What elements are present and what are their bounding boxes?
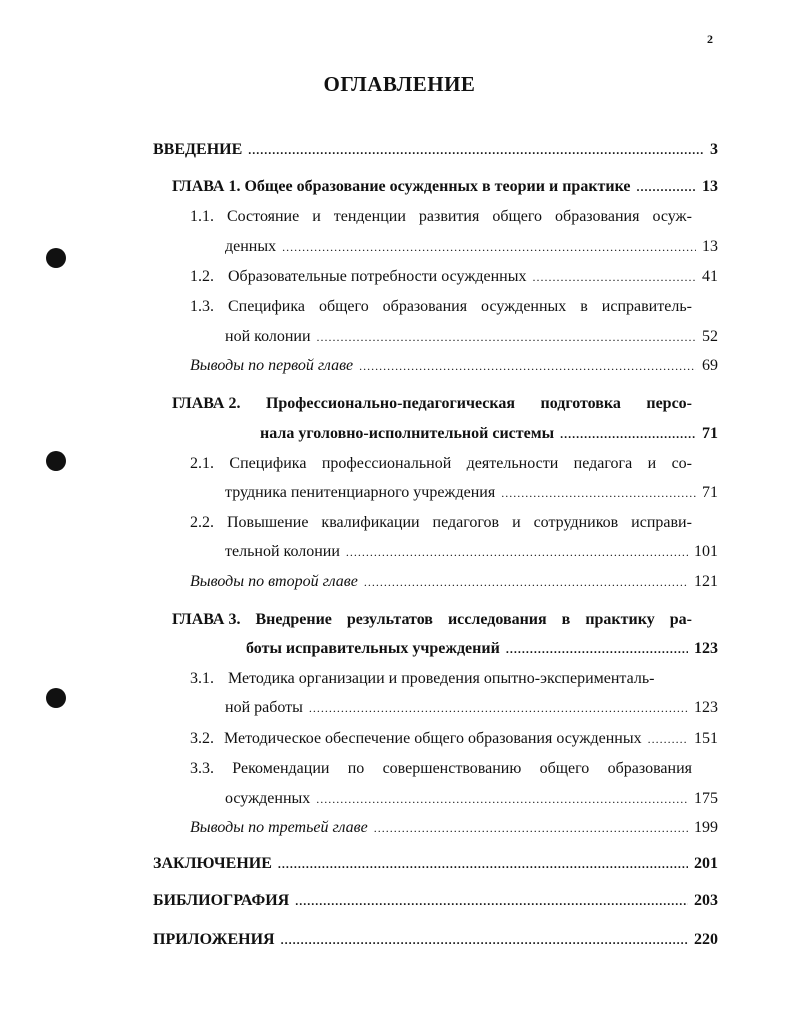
toc-page: 52 (702, 328, 718, 345)
toc-entry-section-1-2[interactable] (190, 266, 718, 288)
toc-label: ной работы (225, 699, 303, 716)
leader-dots (278, 853, 688, 875)
leader-dots (364, 571, 688, 593)
toc-word: Повышение (226, 514, 309, 531)
toc-page: 13 (702, 238, 718, 255)
toc-page: 175 (694, 790, 718, 807)
leader-dots (317, 326, 696, 348)
toc-word: исправитель- (601, 298, 692, 315)
toc-word: совершенствованию (382, 760, 522, 777)
toc-label: БИБЛИОГРАФИЯ (153, 892, 290, 909)
toc-page: 203 (694, 892, 718, 909)
toc-word: персо- (646, 395, 692, 412)
page-title: ОГЛАВЛЕНИЕ (323, 72, 476, 96)
toc-word: сотрудников (533, 514, 619, 531)
toc-line (246, 638, 718, 660)
toc-word: квалификации (321, 514, 420, 531)
toc-entry-intro[interactable] (153, 139, 718, 161)
toc-label: ПРИЛОЖЕНИЯ (153, 931, 275, 948)
toc-word: по (347, 760, 365, 777)
toc-word: образования (382, 298, 468, 315)
binder-hole (46, 451, 66, 471)
leader-dots (501, 482, 696, 504)
leader-dots (282, 236, 696, 258)
toc-line (190, 512, 692, 534)
toc-word: осужденных (481, 298, 567, 315)
toc-label: Методическое обеспечение общего образования осужденных (224, 730, 642, 747)
toc-page: 123 (694, 640, 718, 657)
toc-word: образования (607, 760, 692, 777)
toc-entry-conclusions-1[interactable] (190, 355, 718, 377)
toc-word: ГЛАВА 3. (172, 611, 241, 628)
toc-word: в (580, 298, 588, 315)
toc-word: осуж- (652, 208, 692, 225)
toc-word: исправи- (631, 514, 692, 531)
toc-word: Профессионально-педагогическая (265, 395, 516, 412)
toc-word: ра- (669, 611, 692, 628)
leader-dots (359, 355, 696, 377)
toc-word: в (561, 611, 571, 628)
toc-word: ГЛАВА 2. (172, 395, 241, 412)
toc-label: нала уголовно-исполнительной системы (260, 425, 555, 442)
toc-number: 1.2. (190, 268, 214, 285)
toc-number: 2.2. (190, 514, 214, 531)
toc-number: 3.3. (190, 760, 214, 777)
toc-page: 41 (702, 268, 718, 285)
leader-dots (637, 176, 696, 198)
toc-label: ЗАКЛЮЧЕНИЕ (153, 855, 272, 872)
page-number: 2 (707, 32, 713, 46)
toc-word: Внедрение (255, 611, 332, 628)
toc-word: результатов (346, 611, 433, 628)
toc-label: ВВЕДЕНИЕ (153, 141, 243, 158)
toc-word: Состояние (226, 208, 300, 225)
toc-label: ной колонии (225, 328, 311, 345)
toc-line (260, 423, 718, 445)
toc-word: педагога (573, 455, 633, 472)
toc-word: деятельности (466, 455, 559, 472)
toc-word: Специфика (227, 298, 305, 315)
toc-line (225, 697, 718, 719)
toc-line (225, 541, 718, 563)
toc-number: 1.3. (190, 298, 214, 315)
toc-label: Выводы по третьей главе (190, 819, 368, 836)
leader-dots (295, 890, 688, 912)
toc-number: 2.1. (190, 455, 214, 472)
toc-line (190, 758, 692, 780)
toc-line (190, 668, 692, 690)
toc-word: исследования (447, 611, 547, 628)
toc-label: боты исправительных учреждений (246, 640, 500, 657)
leader-dots (316, 788, 688, 810)
leader-dots (533, 266, 697, 288)
toc-line (225, 326, 718, 348)
leader-dots (309, 697, 688, 719)
toc-word: профессиональной (321, 455, 452, 472)
toc-label: осужденных (225, 790, 311, 807)
toc-word: общего (492, 208, 543, 225)
toc-label: ГЛАВА 1. Общее образование осужденных в теории и практике (172, 178, 631, 195)
toc-page: 199 (694, 819, 718, 836)
toc-line (225, 788, 718, 810)
leader-dots (248, 139, 704, 161)
leader-dots (374, 817, 688, 839)
toc-page: 101 (694, 543, 718, 560)
toc-word: общего (318, 298, 369, 315)
toc-word: Рекомендации (232, 760, 330, 777)
toc-entry-conclusions-3[interactable] (190, 817, 718, 839)
toc-word: практику (585, 611, 655, 628)
leader-dots (560, 423, 696, 445)
toc-label: Методика организации и проведения опытно-эксперименталь- (228, 670, 655, 687)
toc-page: 13 (702, 178, 718, 195)
leader-dots (648, 728, 688, 750)
toc-page: 220 (694, 931, 718, 948)
toc-word: и (312, 208, 321, 225)
toc-number: 1.1. (190, 208, 214, 225)
toc-word: педагогов (432, 514, 500, 531)
toc-word: и (512, 514, 521, 531)
toc-line (190, 296, 692, 318)
leader-dots (506, 638, 688, 660)
toc-label: тельной колонии (225, 543, 340, 560)
toc-number: 3.1. (190, 670, 214, 687)
toc-page: 121 (694, 573, 718, 590)
toc-line (190, 453, 692, 475)
toc-line (225, 236, 718, 258)
toc-label: Образовательные потребности осужденных (228, 268, 527, 285)
toc-word: со- (671, 455, 692, 472)
toc-page: 69 (702, 357, 718, 374)
binder-hole (46, 248, 66, 268)
toc-page: 3 (710, 141, 718, 158)
toc-word: тенденции (333, 208, 406, 225)
toc-line (172, 609, 692, 631)
toc-entry-conclusion[interactable] (153, 853, 718, 875)
leader-dots (346, 541, 688, 563)
toc-page: 71 (702, 484, 718, 501)
toc-label: денных (225, 238, 277, 255)
toc-word: общего (539, 760, 590, 777)
toc-line (172, 393, 692, 415)
toc-word: Специфика (229, 455, 307, 472)
toc-entry-chapter-1[interactable] (172, 176, 718, 198)
toc-page: 201 (694, 855, 718, 872)
toc-page: 151 (694, 730, 718, 747)
toc-page: 123 (694, 699, 718, 716)
toc-label: Выводы по второй главе (190, 573, 358, 590)
binder-hole (46, 688, 66, 708)
toc-entry-conclusions-2[interactable] (190, 571, 718, 593)
toc-line (190, 206, 692, 228)
toc-label: Выводы по первой главе (190, 357, 354, 374)
toc-word: и (647, 455, 657, 472)
toc-word: развития (418, 208, 480, 225)
toc-number: 3.2. (190, 730, 214, 747)
toc-entry-section-3-2[interactable] (190, 728, 718, 750)
leader-dots (281, 929, 688, 951)
toc-entry-bibliography[interactable] (153, 890, 718, 912)
toc-word: подготовка (540, 395, 621, 412)
toc-line (225, 482, 718, 504)
toc-label: трудника пенитенциарного учреждения (225, 484, 496, 501)
toc-entry-appendices[interactable] (153, 929, 718, 951)
toc-word: образования (555, 208, 640, 225)
toc-page: 71 (702, 425, 718, 442)
